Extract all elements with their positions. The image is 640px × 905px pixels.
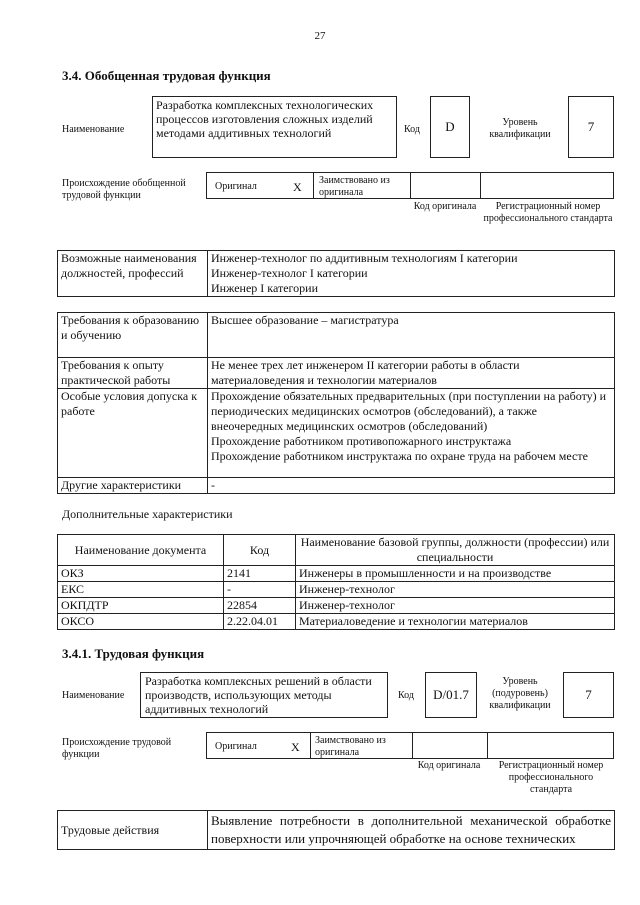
position-item: Инженер-технолог I категории [211, 266, 368, 280]
table-cell: Материаловедение и технологии материалов [296, 614, 615, 630]
requirement-line: Прохождение работником инструктажа по охране труда на рабочем месте [211, 449, 588, 463]
table-cell: Инженер-технолог [296, 582, 615, 598]
divider [480, 173, 481, 198]
level-value-box: 7 [563, 672, 614, 718]
requirement-line: Прохождение обязательных предварительных (при поступлении на работу) и периодических медицинских осмотров (обследований), а также внеочередных медицинских осмотров (обследований) [211, 389, 607, 433]
labor-actions-value: Выявление потребности в дополнительной механической обработке поверхности или упрочняющей обработке на основе технических [208, 811, 615, 850]
table-cell: 2.22.04.01 [224, 614, 296, 630]
name-label: Наименование [62, 690, 125, 701]
table-cell: Инженер-технолог [296, 598, 615, 614]
table-cell: ОКСО [58, 614, 224, 630]
page-number: 27 [314, 30, 326, 42]
requirements-table [57, 312, 615, 494]
table-cell: 22854 [224, 598, 296, 614]
level-label: Уровень квалификации [489, 117, 551, 140]
name-value-box: Разработка комплексных решений в области производств, использующих методы аддитивных технологий [140, 672, 388, 718]
divider [410, 173, 411, 198]
code-label: Код [404, 124, 420, 135]
labor-actions-label: Трудовые действия [58, 811, 208, 850]
requirement-label: Особые условия допуска к работе [58, 389, 208, 478]
table-cell: - [224, 582, 296, 598]
name-value-box: Разработка комплексных технологических процессов изготовления сложных изделий методами аддитивных технологий [152, 96, 397, 158]
table-row [58, 598, 615, 614]
code-label: Код [398, 690, 414, 701]
code-value-box: D [430, 96, 470, 158]
table-cell: ОКПДТР [58, 598, 224, 614]
borrowed-label: Заимствовано из оригинала [315, 735, 386, 758]
column-header: Код [224, 535, 296, 566]
code-value-box: D/01.7 [425, 672, 477, 718]
level-label: Уровень (подуровень) квалификации [489, 676, 551, 711]
section-heading: 3.4. Обобщенная трудовая функция [62, 68, 271, 83]
origin-table [206, 732, 614, 759]
positions-label: Возможные наименования должностей, профессий [58, 251, 208, 297]
divider [412, 733, 413, 758]
table-cell: 2141 [224, 566, 296, 582]
table-row [58, 614, 615, 630]
borrowed-label: Заимствовано из оригинала [319, 175, 390, 198]
original-label: Оригинал [215, 741, 257, 752]
original-mark: X [291, 740, 300, 754]
positions-list [208, 251, 615, 297]
requirement-label: Требования к опыту практической работы [58, 358, 208, 389]
column-header: Наименование документа [58, 535, 224, 566]
origin-label: Происхождение трудовой функции [62, 737, 172, 760]
requirement-line: Прохождение работником противопожарного инструктажа [211, 434, 512, 448]
origin-code-caption: Код оригинала [417, 760, 481, 771]
divider [310, 733, 311, 758]
divider [313, 173, 314, 198]
origin-code-caption: Код оригинала [413, 201, 477, 212]
origin-table [206, 172, 614, 199]
table-cell: ОКЗ [58, 566, 224, 582]
name-label: Наименование [62, 124, 125, 135]
subsection-heading: 3.4.1. Трудовая функция [62, 646, 205, 661]
divider [487, 733, 488, 758]
position-item: Инженер-технолог по аддитивным технологиям I категории [211, 251, 518, 265]
requirement-value [208, 389, 615, 478]
origin-label: Происхождение обобщенной трудовой функции [62, 178, 186, 201]
additional-table [57, 534, 615, 630]
reg-number-caption: Регистрационный номер профессионального стандарта [498, 760, 604, 795]
labor-actions-table [57, 810, 615, 850]
requirement-value: Высшее образование – магистратура [208, 313, 615, 358]
table-row [58, 582, 615, 598]
level-value-box: 7 [568, 96, 614, 158]
column-header: Наименование базовой группы, должности (профессии) или специальности [296, 535, 615, 566]
table-row [58, 566, 615, 582]
position-item: Инженер I категории [211, 281, 318, 295]
positions-table [57, 250, 615, 297]
reg-number-caption: Регистрационный номер профессионального стандарта [483, 201, 613, 224]
table-cell: ЕКС [58, 582, 224, 598]
requirement-label: Требования к образованию и обучению [58, 313, 208, 358]
original-mark: X [293, 180, 302, 194]
original-label: Оригинал [215, 181, 257, 192]
requirement-label: Другие характеристики [58, 478, 208, 494]
requirement-value: Не менее трех лет инженером II категории работы в области материаловедения и технологии материалов [208, 358, 615, 389]
table-cell: Инженеры в промышленности и на производстве [296, 566, 615, 582]
additional-heading: Дополнительные характеристики [62, 507, 233, 521]
requirement-value: - [208, 478, 615, 494]
